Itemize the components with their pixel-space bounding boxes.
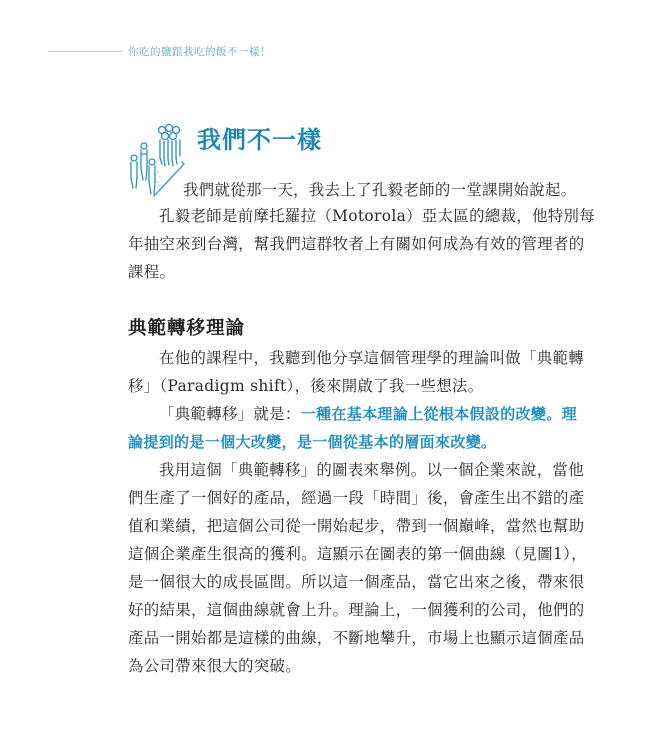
definition-paragraph: [128, 400, 577, 456]
text-line: 好的結果，這個曲線就會上升。理論上，一個獲利的公司，他們的: [128, 601, 585, 619]
header-rule: [48, 51, 122, 52]
text-line: 這個企業產生很高的獲利。這顯示在圖表的第一個曲線（見圖1），: [128, 545, 587, 563]
text-line: 我們就從那一天，我去上了孔毅老師的一堂課開始說起。: [183, 181, 577, 199]
text-line: 移」（Paradigm shift），後來開啟了我一些想法。: [128, 377, 484, 395]
text-line: 年抽空來到台灣，幫我們這群牧者上有關如何成為有效的管理者的: [128, 235, 585, 253]
text-line: 孔毅老師是前摩托羅拉（Motorola）亞太區的總裁，他特別每: [159, 207, 596, 225]
chapter-title: 我們不一樣: [197, 126, 322, 154]
text-line: 是一個很大的成長區間。所以這一個產品，當它出來之後，帶來很: [128, 573, 585, 591]
running-header: [48, 43, 271, 59]
intro-paragraph: [128, 176, 577, 204]
body-paragraph-3: [128, 344, 584, 400]
text-line: 我用這個「典範轉移」的圖表來舉例。以一個企業來說，當他: [159, 461, 584, 479]
definition-highlight: 論提到的是一個大改變，是一個從基本的層面來改變。: [128, 433, 497, 451]
definition-lead: 「典範轉移」就是：: [159, 405, 301, 423]
text-line: 在他的課程中，我聽到他分享這個管理學的理論叫做「典範轉: [159, 349, 584, 367]
text-line: [128, 428, 524, 456]
running-header-title: 你吃的鹽跟我吃的飯不一樣！: [128, 45, 271, 58]
text-line: 產品一開始都是這樣的曲線，不斷地攀升，市場上也顯示這個產品: [128, 629, 585, 647]
text-line: 值和業績，把這個公司從一開始起步，帶到一個巔峰，當然也幫助: [128, 517, 585, 535]
body-paragraph-5: [128, 456, 587, 680]
body-paragraph-2: [128, 202, 596, 286]
definition-highlight: 一種在基本理論上從根本假設的改變。理: [300, 405, 577, 423]
text-line: 課程。: [128, 263, 176, 281]
text-line: 為公司帶來很大的突破。: [128, 657, 302, 675]
text-line: [128, 400, 577, 428]
text-line: 們生產了一個好的產品，經過一段「時間」後，會產生出不錯的產: [128, 489, 585, 507]
section-heading: 典範轉移理論: [128, 318, 246, 339]
